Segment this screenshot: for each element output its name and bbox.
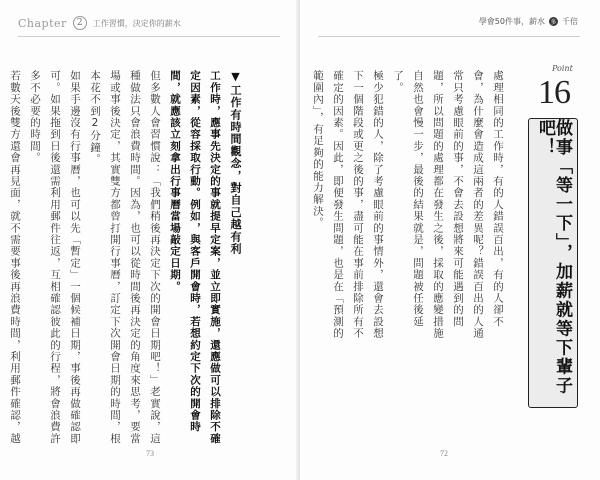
book-title-suffix: 千倍 bbox=[562, 17, 578, 26]
body-paragraph: 若數天後雙方還會再見面，就不需要事後再浪費時間，利用郵件確認，越 bbox=[9, 70, 21, 445]
body-paragraph: 如果手邊沒有行事曆，也可以先「暫定」一個候補日期，事後再做確認即可。如果拖到日後還需利用郵件往返，互相確認彼此的行程，將會浪費許多不必要的時間。 bbox=[29, 70, 81, 445]
section-heading bbox=[225, 70, 245, 450]
right-page-header bbox=[479, 16, 578, 27]
left-page-header bbox=[18, 16, 181, 30]
point-number: 16 bbox=[538, 74, 570, 111]
book-title-mark: 多 bbox=[550, 19, 557, 26]
triangle-marker-icon: ▼ bbox=[229, 70, 242, 85]
chapter-title: 工作習慣，決定你的薪水 bbox=[92, 18, 181, 28]
chapter-title-box bbox=[528, 118, 578, 408]
header-divider bbox=[318, 36, 580, 37]
chapter-number-badge: 2 bbox=[73, 16, 87, 30]
header-divider bbox=[18, 36, 280, 37]
point-title: 做事「等一下」，加薪就等下輩子吧！ bbox=[535, 119, 572, 396]
right-page-body bbox=[312, 70, 508, 350]
body-paragraph: 處理相同的工作時，有的人錯誤百出，有的人卻不會，為什麼會造成這兩者的差異呢？錯誤百出的人通常只考慮眼前的事，不會去設想將來可能遇到的問題，所以問題的處理都在發生之後，採取的應變措施自然也會慢一步，最後的結果就是，問題被任後延了。 bbox=[392, 70, 504, 340]
body-paragraph: 工作時，應事先決定的事就提早定案，並立即實施，還應做可以排除不確定因素，從容採取行動。例如，與客戶開會時，若想約定下次的開會時間，就應該立刻拿出行事曆當場敲定日期。 bbox=[169, 70, 221, 445]
body-paragraph: 極少犯錯的人，除了考慮眼前的事情外，還會去設想下一個階段或更之後的事，盡可能在事前排除所有不確定的因素。因此，即便發生問題，也是在「預測的範圍內」，有足夠的能力解決。 bbox=[312, 70, 384, 340]
point-label: Point bbox=[552, 64, 573, 73]
page-number: 72 bbox=[440, 449, 448, 458]
book-title-prefix: 學會50件事，薪水 bbox=[478, 17, 545, 26]
chapter-word: Chapter bbox=[18, 16, 67, 30]
left-page-body bbox=[9, 70, 245, 450]
body-paragraph: 但多數人會習慣說：「我們稍後再決定下次的開會日期吧！」老實說，這種做法只會浪費時間。因為，也可以從時間後再決定的角度來思考，要當場或事後決定，其實雙方都曾打開行事曆，訂定下次開會日期的時間，根本花不到2分鐘。 bbox=[89, 70, 161, 445]
right-page bbox=[300, 0, 600, 480]
page-number: 73 bbox=[146, 449, 154, 458]
section-heading-text: 工作有時間觀念，對自己越有利 bbox=[229, 84, 242, 256]
